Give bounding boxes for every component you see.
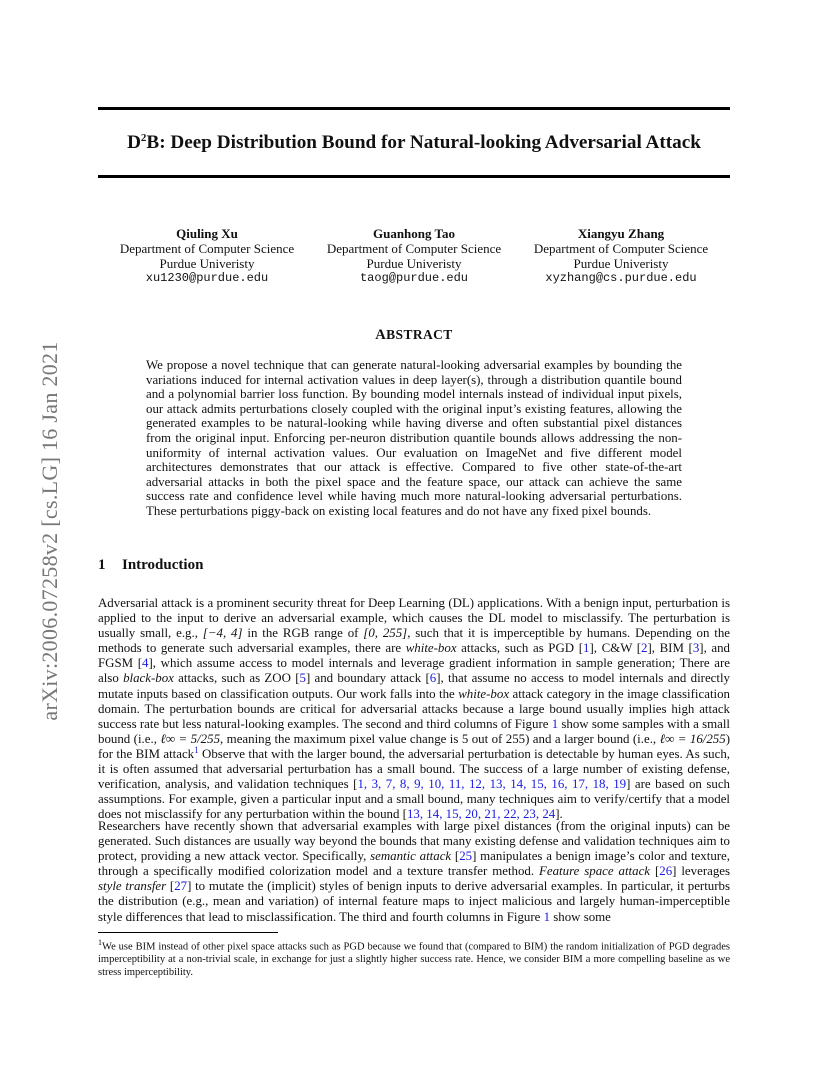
emphasis: white-box <box>405 641 457 656</box>
text-run: [ <box>166 879 175 894</box>
text-run: [ <box>650 864 660 879</box>
math-inline: [−4, 4] <box>202 626 243 641</box>
author-univ: Purdue Univeristy <box>159 256 255 271</box>
footnote-separator <box>98 932 278 933</box>
author-dept: Department of Computer Science <box>533 241 709 256</box>
citation-link[interactable]: 2 <box>641 641 648 656</box>
citation-link[interactable]: 5 <box>299 671 306 686</box>
text-run: Adversarial attack is a prominent security threat for Deep Learning (DL) applications. With a benign input, perturbation is applied to the input to derive an adversarial example, which causes the DL model to misclassify. The perturbation is usually small, e.g., <box>98 596 730 641</box>
figure-link[interactable]: 1 <box>551 716 559 731</box>
text-run: show some <box>550 909 611 924</box>
author-dept: Department of Computer Science <box>119 241 295 256</box>
citation-link[interactable]: 25 <box>459 849 473 864</box>
title-rule-bottom <box>98 175 730 178</box>
math-inline: ℓ∞ = 16/255 <box>659 731 726 746</box>
author-email[interactable]: xyzhang@cs.purdue.edu <box>545 271 697 285</box>
emphasis: white-box <box>458 686 510 701</box>
abstract-text: We propose a novel technique that can generate natural-looking adversarial examples by bounding the variations induced for internal activation values in deep layer(s), through a distribution quantile bound and a polynomial barrier loss function. By bounding model internals instead of individual input pixels, our attack admits perturbations closely coupled with the original input’s existing features, allowing the generated examples to be natural-looking while having diverse and often substantial pixel distances from the original input. Enforcing per-neuron distribution quantile bounds allows addressing the non-uniformity of internal activation values. Our evaluation on ImageNet and five different model architectures demonstrates that our attack is effective. Compared to five other state-of-the-art adversarial attacks in both the pixel space and the feature space, our attack can achieve the same success rate and confidence level while having much more natural-looking adversarial perturbations. These perturbations piggy-back on existing local features and do not have any fixed pixel bounds. <box>146 358 682 518</box>
text-run: Researchers have recently shown that adversarial examples with large pixel distances (from the original inputs) can be generated. Such distances are usually way beyond the bounds that many existing defense and validation techniques aim to protect, providing a new attack vector. Specifically, <box>98 819 730 864</box>
text-run: ] manipulates a benign image’s color and texture, through a specifically modified colorization model and a texture transfer method. <box>98 849 730 879</box>
title-rule-top <box>98 107 730 110</box>
text-run: ], that assume no access to model internals and directly mutate inputs based on classification outputs. Our work falls into the <box>98 671 730 701</box>
abstract-heading <box>98 327 730 344</box>
emphasis: black-box <box>123 671 174 686</box>
author-name: Guanhong Tao <box>372 226 456 241</box>
text-run: ] to mutate the (implicit) styles of benign inputs to derive adversarial examples. In particular, it perturbs the distribution (e.g., mean and variation) of internal feature maps to inject malicious and largely human-imperceptible style differences that lead to misclassification. The third and fourth columns in Figure <box>98 879 730 924</box>
text-run: attacks, such as PGD [ <box>456 641 583 656</box>
author-2 <box>309 226 519 286</box>
math-inline: [0, 255] <box>363 626 408 641</box>
citation-link[interactable]: 27 <box>174 879 188 894</box>
text-run: ] leverages <box>672 864 731 879</box>
citation-link[interactable]: 3 <box>692 641 700 656</box>
author-1 <box>102 226 312 286</box>
author-name: Qiuling Xu <box>176 226 238 241</box>
figure-link[interactable]: 1 <box>543 909 551 924</box>
footnote-text: We use BIM instead of other pixel space attacks such as PGD because we found that (compared to BIM) the random initialization of PGD degrades imperceptibility at a non-trivial scale, in exchange for just a slightly higher success rate. Hence, we consider BIM a more compelling baseline as we stress imperceptibility. <box>98 941 730 978</box>
text-run: in the RGB range of <box>242 626 364 641</box>
text-run: attack category in the image classification domain. The perturbation bounds are critical for adversarial attacks because a large bound usually implies high attack success rate but less natural-looking examples. The second and third columns of Figure <box>98 686 731 731</box>
author-dept: Department of Computer Science <box>326 241 502 256</box>
text-run: attacks, such as ZOO [ <box>173 671 300 686</box>
text-run: ]. <box>555 807 563 822</box>
text-run: ], and FGSM [ <box>98 641 731 671</box>
author-univ: Purdue Univeristy <box>573 256 669 271</box>
intro-paragraph-2 <box>98 819 730 925</box>
text-run: , meaning the maximum pixel value change is 5 out of 255) and a larger bound (i.e., <box>220 731 660 746</box>
author-univ: Purdue Univeristy <box>366 256 462 271</box>
text-run: ] are based on such assumptions. For example, given a particular input and a small bound, many techniques aim to verify/certify that a model does not misclassify for any perturbation within the bound [ <box>98 777 730 822</box>
text-run: ) for the BIM attack <box>98 731 730 761</box>
abstract-heading-rest: BSTRACT <box>386 327 453 342</box>
citation-link[interactable]: 6 <box>429 671 437 686</box>
emphasis: semantic attack <box>370 849 452 864</box>
author-email[interactable]: xu1230@purdue.edu <box>145 271 269 285</box>
abstract-heading-initial: A <box>375 327 387 343</box>
paper-title <box>98 130 730 156</box>
section-number: 1 <box>98 557 106 573</box>
text-run: ], which assume access to model internals and leverage gradient information in sample generation; There are also <box>98 656 731 686</box>
title-superscript: 2 <box>140 132 147 144</box>
title-rest: B: Deep Distribution Bound for Natural-looking Adversarial Attack <box>146 132 701 153</box>
emphasis: Feature space attack <box>539 864 651 879</box>
citation-link[interactable]: 1 <box>583 641 590 656</box>
emphasis: style transfer <box>98 879 167 894</box>
citation-link[interactable]: 4 <box>142 656 149 671</box>
section-heading <box>98 557 203 574</box>
author-3 <box>516 226 726 286</box>
text-run: ] and boundary attack [ <box>305 671 430 686</box>
author-email[interactable]: taog@purdue.edu <box>359 271 469 285</box>
text-run: , such that it is imperceptible by humans. Depending on the methods to generate such adversarial examples, there are <box>98 626 730 656</box>
text-run: ], BIM [ <box>647 641 693 656</box>
intro-paragraph-1 <box>98 596 730 822</box>
author-block <box>98 226 730 286</box>
footnote-marker[interactable]: 1 <box>194 744 199 755</box>
text-run: [ <box>451 849 460 864</box>
text-run: Observe that with the larger bound, the adversarial perturbation is detectable by human eyes. As such, it is often assumed that adversarial perturbation has a small bound. The success of a large number of existing defense, verification, analysis, and validation techniques [ <box>98 746 730 792</box>
section-title: Introduction <box>122 557 204 573</box>
footnote <box>98 937 730 979</box>
text-run: ], C&W [ <box>589 641 642 656</box>
citation-link[interactable]: 1, 3, 7, 8, 9, 10, 11, 12, 13, 14, 15, 16, 17, 18, 19 <box>357 777 627 792</box>
title-prefix: D <box>127 132 141 153</box>
arxiv-identifier: arXiv:2006.07258v2 [cs.LG] 16 Jan 2021 <box>37 341 62 721</box>
author-name: Xiangyu Zhang <box>577 226 665 241</box>
citation-link[interactable]: 26 <box>659 864 673 879</box>
footnote-number: 1 <box>98 938 102 947</box>
citation-link[interactable]: 13, 14, 15, 20, 21, 22, 23, 24 <box>406 807 556 822</box>
text-run: show some samples with a small bound (i.e., <box>98 716 731 746</box>
math-inline: ℓ∞ = 5/255 <box>160 731 221 746</box>
